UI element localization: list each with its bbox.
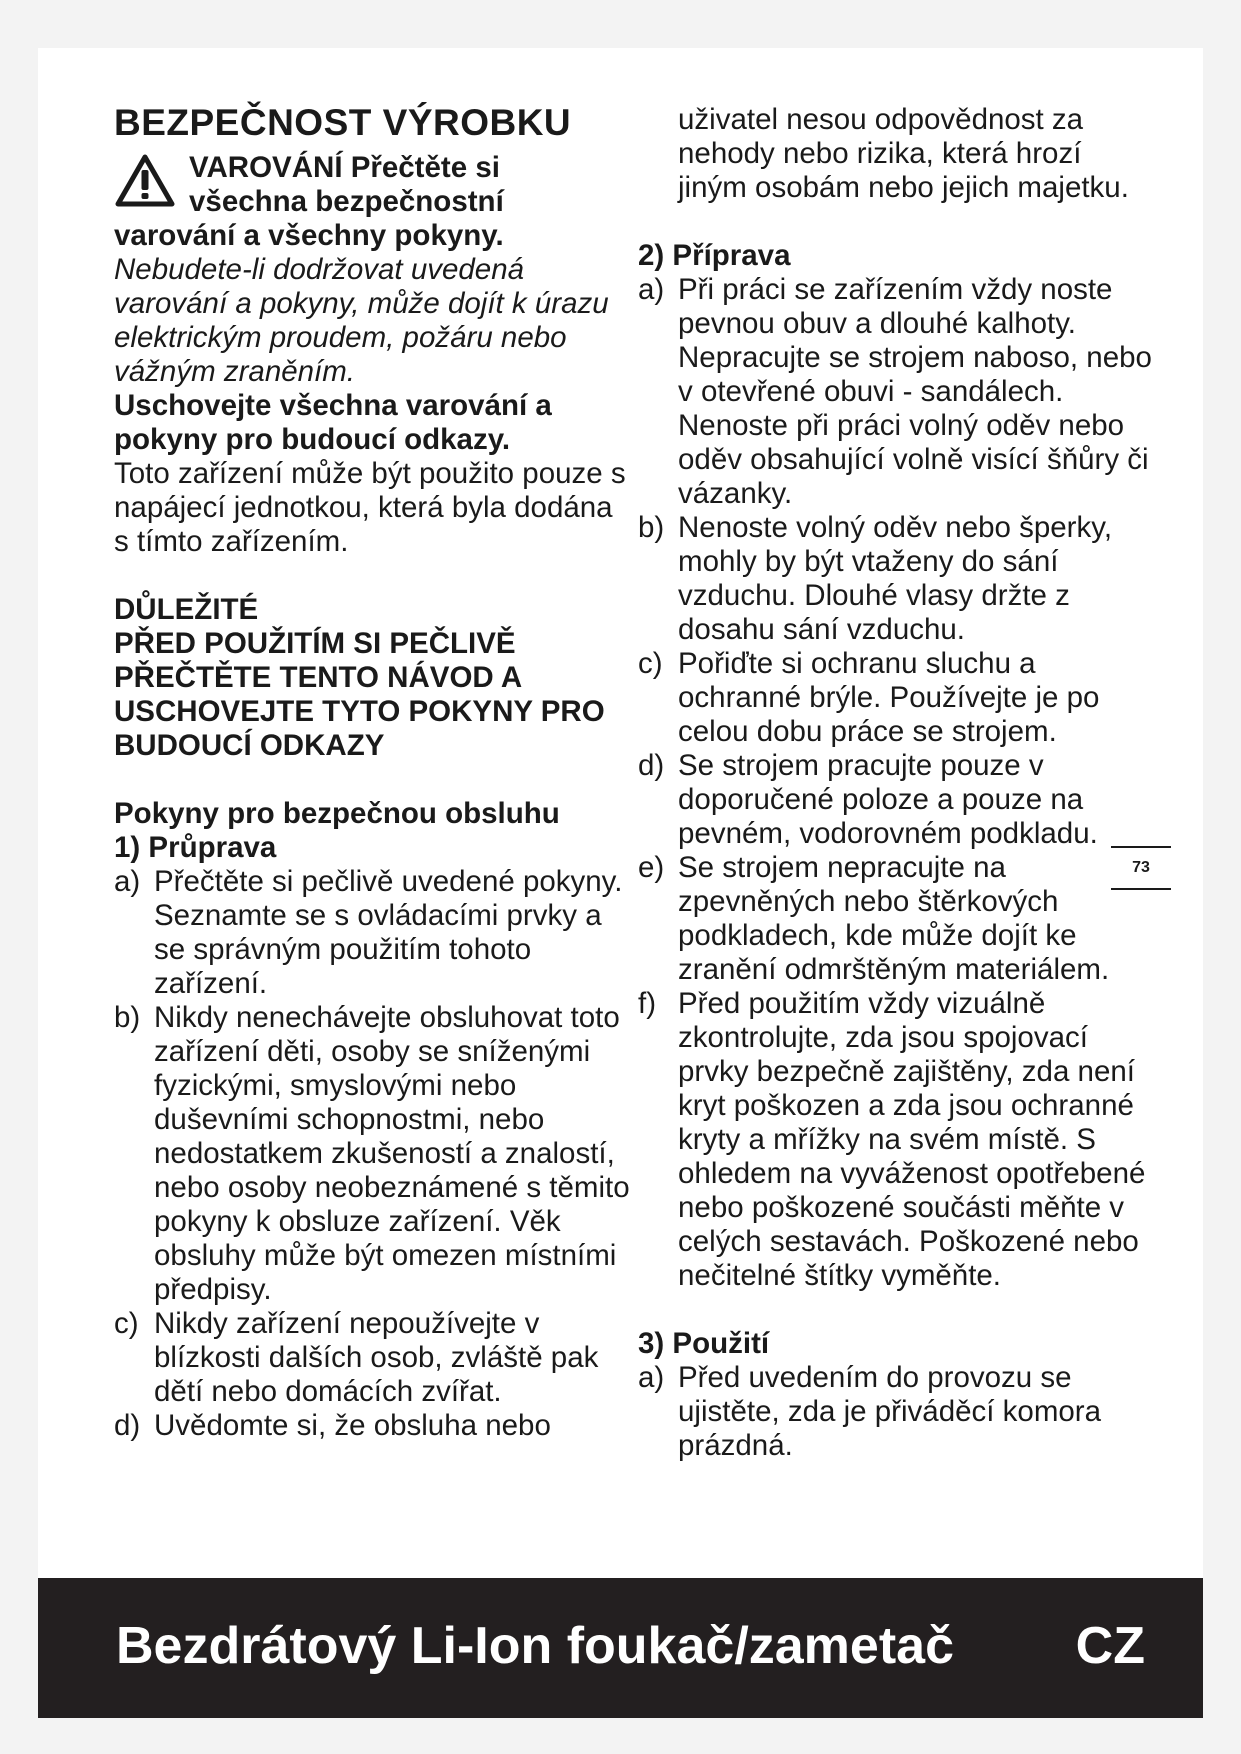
item-label: a) bbox=[114, 865, 141, 898]
page bbox=[38, 48, 1203, 1718]
keep-warnings: Uschovejte všechna varování a pokyny pro budoucí odkazy. bbox=[114, 389, 552, 456]
footer-banner bbox=[38, 1578, 1203, 1718]
item-text: Před uvedením do provozu se ujistěte, zda je přiváděcí komora prázdná. bbox=[678, 1361, 1102, 1462]
important-text: PŘED POUŽITÍM SI PEČLIVĚ PŘEČTĚTE TENTO NÁVOD A USCHOVEJTE TYTO POKYNY PRO BUDOUCÍ ODKAZY bbox=[114, 627, 605, 762]
list-item bbox=[114, 1001, 634, 1307]
language-code: CZ bbox=[1075, 1617, 1145, 1675]
warning-line-3: varování a všechny pokyny. bbox=[114, 219, 504, 252]
list-item bbox=[638, 987, 1158, 1293]
left-column bbox=[114, 103, 634, 1443]
product-title: Bezdrátový Li-Ion foukač/zametač bbox=[116, 1617, 954, 1675]
power-supply-note: Toto zařízení může být použito pouze s napájecí jednotkou, která byla dodána s tímto zařízením. bbox=[114, 457, 626, 558]
item-label: e) bbox=[638, 851, 665, 884]
preparation-heading: 2) Příprava bbox=[638, 239, 791, 272]
right-column bbox=[638, 103, 1158, 1463]
warning-triangle-icon bbox=[114, 153, 176, 209]
section-title: BEZPEČNOST VÝROBKU bbox=[114, 102, 572, 143]
operation-heading: Pokyny pro bezpečnou obsluhu bbox=[114, 797, 560, 830]
item-label: f) bbox=[638, 987, 657, 1020]
item-text: Nikdy nenechávejte obsluhovat toto zařízení děti, osoby se sníženými fyzickými, smyslovými nebo duševními schopnostmi, nebo nedostatkem zkušeností a znalostí, nebo osoby neobeznámené s těmito pokyny k obsluze zařízení. Věk obsluhy může být omezen místními předpisy. bbox=[154, 1001, 630, 1306]
list-item bbox=[638, 749, 1158, 851]
item-text: Uvědomte si, že obsluha nebo bbox=[154, 1409, 551, 1442]
item-text: uživatel nesou odpovědnost za nehody nebo rizika, která hrozí jiným osobám nebo jejich majetku. bbox=[678, 103, 1129, 204]
item-label: d) bbox=[114, 1409, 141, 1442]
item-label: b) bbox=[114, 1001, 141, 1034]
warning-block bbox=[114, 151, 634, 219]
item-text: Nikdy zařízení nepoužívejte v blízkosti dalších osob, zvláště pak dětí nebo domácích zvířat. bbox=[154, 1307, 599, 1408]
warning-line-2: všechna bezpečnostní bbox=[189, 185, 504, 218]
item-text: Pořiďte si ochranu sluchu a ochranné brýle. Používejte je po celou dobu práce se strojem. bbox=[678, 647, 1100, 748]
page-number: 73 bbox=[1111, 846, 1171, 890]
list-item bbox=[638, 273, 1158, 511]
list-item bbox=[114, 865, 634, 1001]
list-item-continuation bbox=[638, 103, 1158, 205]
warning-consequence: Nebudete-li dodržovat uvedená varování a pokyny, může dojít k úrazu elektrickým proudem, požáru nebo vážným zraněním. bbox=[114, 253, 609, 388]
item-text: Před použitím vždy vizuálně zkontrolujte, zda jsou spojovací prvky bezpečně zajištěny, zda není kryt poškozen a zda jsou ochranné kryty a mřížky na svém místě. S ohledem na vyváženost opotřebené nebo poškozené součásti měňte v celých sestavách. Poškozené nebo nečitelné štítky vyměňte. bbox=[678, 987, 1146, 1292]
item-text: Se strojem pracujte pouze v doporučené poloze a pouze na pevném, vodorovném podkladu. bbox=[678, 749, 1098, 850]
item-text: Při práci se zařízením vždy noste pevnou obuv a dlouhé kalhoty. Nepracujte se strojem naboso, nebo v otevřené obuvi - sandálech. Nenoste při práci volný oděv nebo oděv obsahující volně visící šňůry či vázanky. bbox=[678, 273, 1152, 510]
item-label: c) bbox=[638, 647, 663, 680]
training-heading: 1) Průprava bbox=[114, 831, 277, 864]
item-text: Přečtěte si pečlivě uvedené pokyny. Seznamte se s ovládacími prvky a se správným použitím tohoto zařízení. bbox=[154, 865, 623, 1000]
important-heading: DŮLEŽITÉ bbox=[114, 593, 259, 626]
warning-line-1: VAROVÁNÍ Přečtěte si bbox=[189, 151, 500, 184]
use-heading: 3) Použití bbox=[638, 1327, 770, 1360]
item-label: a) bbox=[638, 1361, 665, 1394]
list-item bbox=[638, 647, 1158, 749]
list-item bbox=[638, 1361, 1158, 1463]
list-item bbox=[114, 1409, 634, 1443]
item-label: d) bbox=[638, 749, 665, 782]
item-label: a) bbox=[638, 273, 665, 306]
item-label: b) bbox=[638, 511, 665, 544]
list-item bbox=[114, 1307, 634, 1409]
item-label: c) bbox=[114, 1307, 139, 1340]
item-text: Se strojem nepracujte na zpevněných nebo štěrkových podkladech, kde může dojít ke zranění odmrštěným materiálem. bbox=[678, 851, 1110, 986]
item-text: Nenoste volný oděv nebo šperky, mohly by být vtaženy do sání vzduchu. Dlouhé vlasy držte z dosahu sání vzduchu. bbox=[678, 511, 1113, 646]
list-item bbox=[638, 511, 1158, 647]
list-item bbox=[638, 851, 1158, 987]
